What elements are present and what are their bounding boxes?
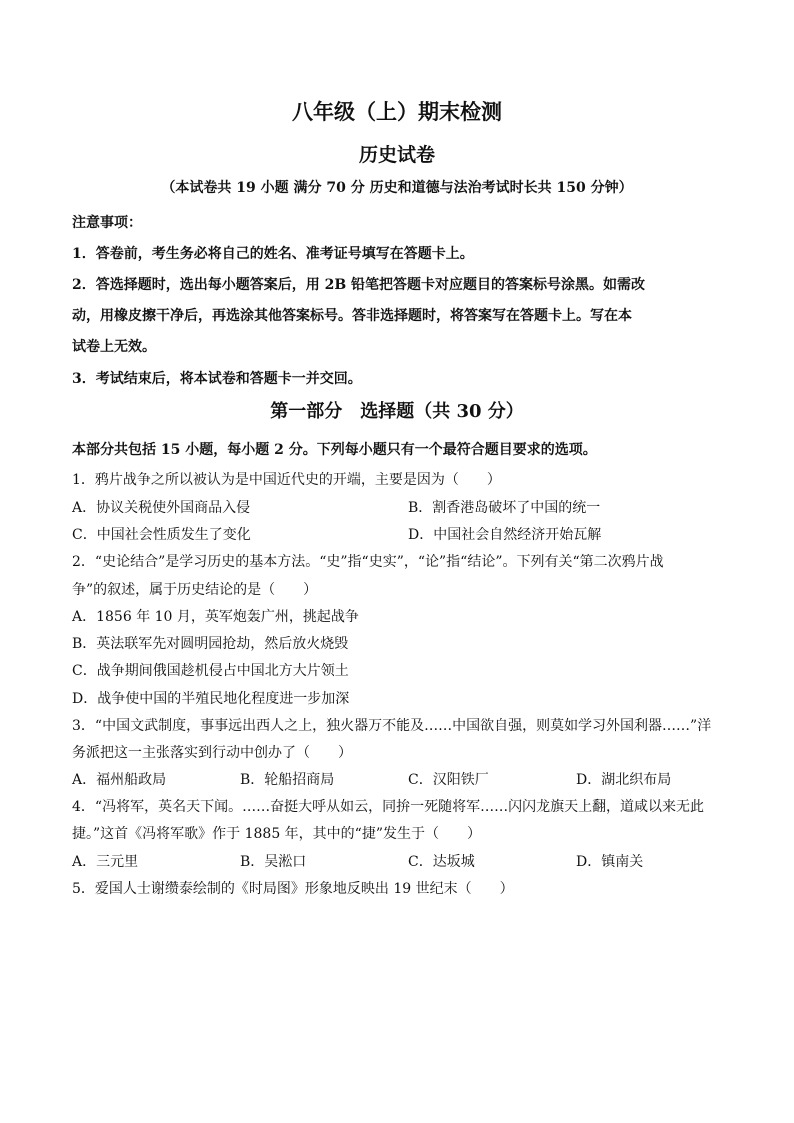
question-1-stem: 1．鸦片战争之所以被认为是中国近代史的开端，主要是因为（ ） — [72, 472, 501, 488]
exam-subject: 历史试卷 — [358, 144, 435, 166]
question-1-option-c: C．中国社会性质发生了变化 — [72, 527, 251, 543]
note-item: 2．答选择题时，选出每小题答案后，用 2B 铅笔把答题卡对应题目的答案标号涂黑。如需改 — [72, 277, 646, 293]
part1-title: 第一部分 选择题（共 30 分） — [270, 401, 524, 422]
question-3-stem: 3．“中国文武制度，事事远出西人之上，独火器万不能及……中国欲自强，则莫如学习外国利器……”洋 — [72, 718, 712, 734]
question-4-option-d: D．镇南关 — [576, 854, 644, 870]
exam-title: 八年级（上）期末检测 — [292, 99, 502, 124]
question-5-stem: 5．爱国人士谢缵泰绘制的《时局图》形象地反映出 19 世纪末（ ） — [72, 881, 514, 897]
note-item: 3．考试结束后，将本试卷和答题卡一并交回。 — [72, 371, 362, 387]
question-4-stem: 4．“冯将军，英名天下闻。……奋挺大呼从如云，同拚一死随将军……闪闪龙旗天上翻，道咸以来无此 — [72, 799, 705, 815]
question-3-option-b: B．轮船招商局 — [240, 772, 335, 788]
exam-info: （本试卷共 19 小题 满分 70 分 历史和道德与法治考试时长共 150 分钟） — [161, 180, 633, 196]
question-3-option-a: A．福州船政局 — [72, 772, 167, 788]
question-4-option-a: A．三元里 — [72, 854, 139, 870]
question-1-option-a: A．协议关税使外国商品入侵 — [72, 500, 251, 516]
question-2-stem-cont: 争”的叙述，属于历史结论的是（ ） — [72, 582, 318, 598]
question-1-option-b: B．割香港岛破坏了中国的统一 — [408, 500, 601, 516]
question-2-option-b: B．英法联军先对圆明园抢劫，然后放火烧毁 — [72, 636, 349, 652]
question-3-option-d: D．湖北织布局 — [576, 772, 672, 788]
notes-heading: 注意事项： — [72, 215, 142, 231]
question-4-option-c: C．达坂城 — [408, 854, 475, 870]
question-2-option-a: A．1856 年 10 月，英军炮轰广州，挑起战争 — [72, 609, 359, 625]
question-1-option-d: D．中国社会自然经济开始瓦解 — [408, 527, 602, 543]
question-3-option-c: C．汉阳铁厂 — [408, 772, 489, 788]
question-2-option-c: C．战争期间俄国趁机侵占中国北方大片领土 — [72, 663, 349, 679]
question-2-stem: 2．“史论结合”是学习历史的基本方法。“史”指“史实”，“论”指“结论”。下列有关“第二次鸦片战 — [72, 554, 664, 570]
note-item: 1．答卷前，考生务必将自己的姓名、准考证号填写在答题卡上。 — [72, 246, 474, 262]
question-4-option-b: B．吴淞口 — [240, 854, 307, 870]
note-item: 试卷上无效。 — [72, 339, 156, 355]
question-4-stem-cont: 捷。”这首《冯将军歌》作于 1885 年，其中的“捷”发生于（ ） — [72, 826, 481, 842]
question-2-option-d: D．战争使中国的半殖民地化程度进一步加深 — [72, 691, 350, 707]
question-3-stem-cont: 务派把这一主张落实到行动中创办了（ ） — [72, 745, 352, 761]
part1-instructions: 本部分共包括 15 小题，每小题 2 分。下列每小题只有一个最符合题目要求的选项。 — [72, 442, 597, 458]
note-item: 动，用橡皮擦干净后，再选涂其他答案标号。答非选择题时，将答案写在答题卡上。写在本 — [72, 308, 632, 324]
